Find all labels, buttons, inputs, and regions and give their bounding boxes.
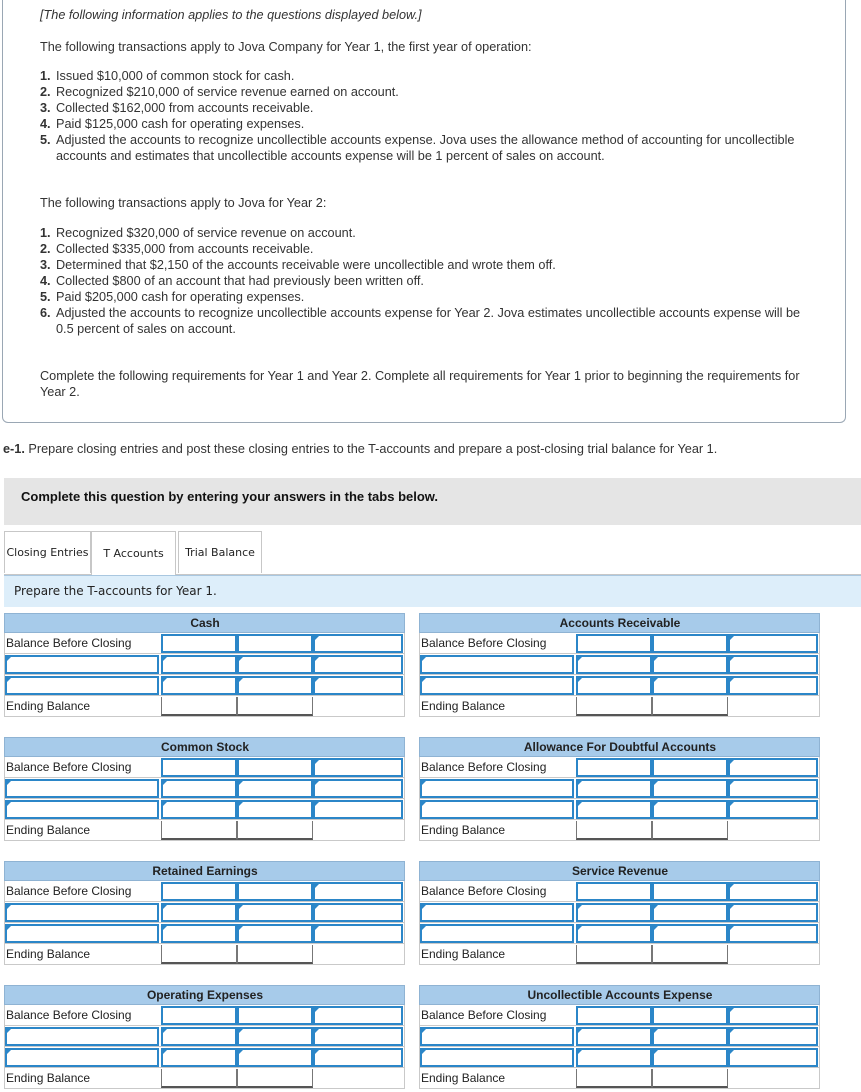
entry-label-input[interactable] bbox=[5, 1048, 159, 1067]
t-account-row bbox=[419, 944, 820, 965]
t-account-row bbox=[4, 633, 405, 654]
entry-label-input[interactable] bbox=[420, 924, 574, 943]
list-item: 6. Adjusted the accounts to recognize uncollectible accounts expense for Year 2. Jova estimates uncollectible accounts expense will be 0.5 percent of sales on account. bbox=[40, 306, 801, 336]
debit-input[interactable] bbox=[161, 634, 237, 653]
t-account-row bbox=[4, 799, 405, 820]
ending-balance-cell[interactable] bbox=[652, 1069, 728, 1088]
t-account bbox=[419, 613, 820, 717]
t-account-row bbox=[4, 1068, 405, 1089]
year1-heading: The following transactions apply to Jova Company for Year 1, the first year of operation: bbox=[40, 40, 532, 54]
t-account-border bbox=[4, 1005, 5, 1089]
balance-before-closing-label: Balance Before Closing bbox=[6, 636, 132, 650]
entry-label-input[interactable] bbox=[5, 655, 159, 674]
side-label-input[interactable] bbox=[728, 903, 818, 922]
t-account-row bbox=[4, 881, 405, 902]
ending-balance-label: Ending Balance bbox=[6, 1071, 91, 1085]
balance-before-closing-label: Balance Before Closing bbox=[6, 1008, 132, 1022]
t-account-title: Common Stock bbox=[160, 740, 249, 754]
t-account-border bbox=[819, 881, 820, 965]
t-account-title: Service Revenue bbox=[571, 864, 669, 878]
credit-input[interactable] bbox=[237, 882, 313, 901]
t-account-row bbox=[419, 881, 820, 902]
credit-input[interactable] bbox=[237, 800, 313, 819]
debit-input[interactable] bbox=[161, 676, 237, 695]
t-account bbox=[4, 985, 405, 1089]
side-label-input[interactable] bbox=[313, 903, 403, 922]
ending-balance-label: Ending Balance bbox=[421, 1071, 506, 1085]
debit-input[interactable] bbox=[161, 1027, 237, 1046]
ending-balance-label: Ending Balance bbox=[421, 823, 506, 837]
t-account-row bbox=[4, 820, 405, 841]
credit-input[interactable] bbox=[652, 1006, 728, 1025]
t-account-row bbox=[419, 696, 820, 717]
entry-label-input[interactable] bbox=[420, 779, 574, 798]
t-account bbox=[419, 737, 820, 841]
entry-label-input[interactable] bbox=[5, 676, 159, 695]
debit-input[interactable] bbox=[161, 882, 237, 901]
ending-balance-label: Ending Balance bbox=[421, 699, 506, 713]
t-account-row bbox=[419, 1005, 820, 1026]
t-account-title: Retained Earnings bbox=[152, 864, 258, 878]
credit-input[interactable] bbox=[652, 903, 728, 922]
t-account-row bbox=[4, 778, 405, 799]
t-account-title: Allowance For Doubtful Accounts bbox=[523, 740, 717, 754]
tab-subtitle-bar bbox=[4, 575, 861, 607]
t-account-border bbox=[4, 633, 5, 717]
t-account-row bbox=[419, 654, 820, 675]
side-label-input[interactable] bbox=[313, 758, 403, 777]
ending-balance-cell[interactable] bbox=[161, 821, 237, 840]
credit-input[interactable] bbox=[652, 758, 728, 777]
side-label-input[interactable] bbox=[313, 800, 403, 819]
ending-balance-cell[interactable] bbox=[652, 697, 728, 716]
credit-input[interactable] bbox=[237, 924, 313, 943]
t-account-border bbox=[404, 633, 405, 717]
t-account-border bbox=[819, 757, 820, 841]
ending-balance-cell[interactable] bbox=[652, 945, 728, 964]
t-account-header bbox=[4, 985, 405, 1005]
credit-input[interactable] bbox=[652, 882, 728, 901]
t-account bbox=[4, 737, 405, 841]
t-account-row bbox=[419, 1068, 820, 1089]
t-account-header bbox=[4, 613, 405, 633]
t-account-row bbox=[4, 1026, 405, 1047]
ending-balance-cell[interactable] bbox=[576, 1069, 652, 1088]
side-label-input[interactable] bbox=[313, 634, 403, 653]
balance-before-closing-label: Balance Before Closing bbox=[6, 884, 132, 898]
t-account-row bbox=[419, 675, 820, 696]
list-item: 4. Paid $125,000 cash for operating expenses. bbox=[40, 117, 305, 131]
credit-input[interactable] bbox=[652, 676, 728, 695]
t-account-row bbox=[419, 1047, 820, 1068]
debit-input[interactable] bbox=[576, 758, 652, 777]
t-account-row bbox=[4, 675, 405, 696]
t-account-border bbox=[404, 757, 405, 841]
t-account-border bbox=[819, 633, 820, 717]
entry-label-input[interactable] bbox=[5, 924, 159, 943]
credit-input[interactable] bbox=[652, 634, 728, 653]
debit-input[interactable] bbox=[161, 758, 237, 777]
side-label-input[interactable] bbox=[313, 676, 403, 695]
t-account-border bbox=[404, 881, 405, 965]
ending-balance-cell[interactable] bbox=[576, 945, 652, 964]
ending-balance-cell[interactable] bbox=[576, 697, 652, 716]
instruction-bar bbox=[4, 478, 861, 525]
side-label-input[interactable] bbox=[728, 655, 818, 674]
debit-input[interactable] bbox=[161, 903, 237, 922]
credit-input[interactable] bbox=[237, 1027, 313, 1046]
closing-note: Complete the following requirements for Year 1 and Year 2. Complete all requirements for Year 1 prior to beginning the requirements for Year 2. bbox=[40, 369, 800, 399]
side-label-input[interactable] bbox=[728, 758, 818, 777]
list-item: 1. Recognized $320,000 of service revenue on account. bbox=[40, 226, 356, 240]
credit-input[interactable] bbox=[237, 903, 313, 922]
side-label-input[interactable] bbox=[313, 655, 403, 674]
list-item: 2. Recognized $210,000 of service revenue earned on account. bbox=[40, 85, 399, 99]
t-account-row bbox=[419, 902, 820, 923]
side-label-input[interactable] bbox=[313, 882, 403, 901]
t-account-header bbox=[4, 737, 405, 757]
side-label-input[interactable] bbox=[728, 924, 818, 943]
credit-input[interactable] bbox=[652, 800, 728, 819]
balance-before-closing-label: Balance Before Closing bbox=[421, 760, 547, 774]
list-item: 2. Collected $335,000 from accounts receivable. bbox=[40, 242, 314, 256]
t-account-title: Uncollectible Accounts Expense bbox=[527, 988, 713, 1002]
side-label-input[interactable] bbox=[313, 924, 403, 943]
entry-label-input[interactable] bbox=[5, 1027, 159, 1046]
entry-label-input[interactable] bbox=[420, 655, 574, 674]
ending-balance-label: Ending Balance bbox=[421, 947, 506, 961]
t-account-border bbox=[419, 633, 420, 717]
debit-input[interactable] bbox=[161, 779, 237, 798]
debit-input[interactable] bbox=[161, 800, 237, 819]
debit-input[interactable] bbox=[576, 800, 652, 819]
t-account-border bbox=[404, 1005, 405, 1089]
t-account-row bbox=[4, 654, 405, 675]
credit-input[interactable] bbox=[237, 634, 313, 653]
ending-balance-cell[interactable] bbox=[161, 945, 237, 964]
t-account-row bbox=[4, 902, 405, 923]
debit-input[interactable] bbox=[576, 634, 652, 653]
side-label-input[interactable] bbox=[313, 1027, 403, 1046]
t-account-row bbox=[4, 1047, 405, 1068]
side-label-input[interactable] bbox=[313, 779, 403, 798]
debit-input[interactable] bbox=[161, 1048, 237, 1067]
t-account bbox=[4, 861, 405, 965]
debit-input[interactable] bbox=[161, 655, 237, 674]
instruction-text: Complete this question by entering your answers in the tabs below. bbox=[21, 489, 439, 504]
t-account-header bbox=[419, 737, 820, 757]
ending-balance-cell[interactable] bbox=[161, 1069, 237, 1088]
list-item: 5. Adjusted the accounts to recognize uncollectible accounts expense. Jova uses the allowance method of accounting for uncollectible accounts and estimates that uncollectible accounts expense will be 1 percent of sales on account. bbox=[40, 133, 795, 163]
info-panel bbox=[2, 0, 846, 423]
debit-input[interactable] bbox=[576, 1048, 652, 1067]
t-account bbox=[419, 861, 820, 965]
debit-input[interactable] bbox=[576, 779, 652, 798]
entry-label-input[interactable] bbox=[420, 1048, 574, 1067]
t-account-header bbox=[419, 613, 820, 633]
t-account bbox=[419, 985, 820, 1089]
entry-label-input[interactable] bbox=[420, 676, 574, 695]
t-account-border bbox=[419, 757, 420, 841]
tab-t-accounts[interactable]: T Accounts bbox=[91, 531, 176, 575]
list-item: 1. Issued $10,000 of common stock for cash. bbox=[40, 69, 295, 83]
debit-input[interactable] bbox=[576, 903, 652, 922]
entry-label-input[interactable] bbox=[5, 779, 159, 798]
credit-input[interactable] bbox=[237, 779, 313, 798]
t-account-header bbox=[419, 985, 820, 1005]
balance-before-closing-label: Balance Before Closing bbox=[421, 636, 547, 650]
t-account-row bbox=[419, 778, 820, 799]
list-item: 5. Paid $205,000 cash for operating expenses. bbox=[40, 290, 305, 304]
list-item: 3. Determined that $2,150 of the accounts receivable were uncollectible and wrote them off. bbox=[40, 258, 556, 272]
year2-heading: The following transactions apply to Jova for Year 2: bbox=[40, 196, 327, 210]
list-item: 3. Collected $162,000 from accounts receivable. bbox=[40, 101, 314, 115]
t-account-row bbox=[419, 757, 820, 778]
t-account-title: Cash bbox=[190, 616, 220, 630]
t-account-row bbox=[4, 696, 405, 717]
t-account-border bbox=[419, 881, 420, 965]
balance-before-closing-label: Balance Before Closing bbox=[421, 884, 547, 898]
t-account-border bbox=[4, 881, 5, 965]
side-label-input[interactable] bbox=[728, 882, 818, 901]
debit-input[interactable] bbox=[161, 1006, 237, 1025]
year1-transactions bbox=[40, 68, 810, 164]
side-label-input[interactable] bbox=[728, 779, 818, 798]
t-account-border bbox=[4, 757, 5, 841]
balance-before-closing-label: Balance Before Closing bbox=[421, 1008, 547, 1022]
side-label-input[interactable] bbox=[313, 1048, 403, 1067]
debit-input[interactable] bbox=[576, 676, 652, 695]
t-account-title: Operating Expenses bbox=[146, 988, 264, 1002]
ending-balance-cell[interactable] bbox=[576, 821, 652, 840]
tab-subtitle: Prepare the T-accounts for Year 1. bbox=[14, 584, 217, 598]
balance-before-closing-label: Balance Before Closing bbox=[6, 760, 132, 774]
ending-balance-label: Ending Balance bbox=[6, 699, 91, 713]
applies-note: [The following information applies to the questions displayed below.] bbox=[40, 8, 422, 22]
ending-balance-cell[interactable] bbox=[161, 697, 237, 716]
t-account-row bbox=[4, 944, 405, 965]
entry-label-input[interactable] bbox=[5, 903, 159, 922]
credit-input[interactable] bbox=[237, 758, 313, 777]
debit-input[interactable] bbox=[576, 924, 652, 943]
credit-input[interactable] bbox=[237, 1048, 313, 1067]
t-account-header bbox=[4, 861, 405, 881]
ending-balance-label: Ending Balance bbox=[6, 823, 91, 837]
t-account-header bbox=[419, 861, 820, 881]
t-account-row bbox=[419, 820, 820, 841]
tab-trial-balance[interactable]: Trial Balance bbox=[178, 531, 262, 573]
side-label-input[interactable] bbox=[728, 1006, 818, 1025]
credit-input[interactable] bbox=[652, 924, 728, 943]
entry-label-input[interactable] bbox=[420, 903, 574, 922]
t-account-row bbox=[419, 799, 820, 820]
side-label-input[interactable] bbox=[728, 1048, 818, 1067]
credit-input[interactable] bbox=[652, 779, 728, 798]
side-label-input[interactable] bbox=[728, 1027, 818, 1046]
credit-input[interactable] bbox=[652, 1048, 728, 1067]
ending-balance-cell[interactable] bbox=[237, 1069, 313, 1088]
t-account-title: Accounts Receivable bbox=[559, 616, 681, 630]
debit-input[interactable] bbox=[576, 882, 652, 901]
t-account-row bbox=[4, 923, 405, 944]
ending-balance-cell[interactable] bbox=[237, 697, 313, 716]
credit-input[interactable] bbox=[652, 655, 728, 674]
debit-input[interactable] bbox=[161, 924, 237, 943]
side-label-input[interactable] bbox=[728, 634, 818, 653]
t-account-row bbox=[419, 1026, 820, 1047]
t-account-row bbox=[4, 757, 405, 778]
t-account-row bbox=[419, 923, 820, 944]
credit-input[interactable] bbox=[237, 676, 313, 695]
entry-label-input[interactable] bbox=[5, 800, 159, 819]
debit-input[interactable] bbox=[576, 1006, 652, 1025]
side-label-input[interactable] bbox=[728, 800, 818, 819]
ending-balance-cell[interactable] bbox=[652, 821, 728, 840]
side-label-input[interactable] bbox=[728, 676, 818, 695]
list-item: 4. Collected $800 of an account that had previously been written off. bbox=[40, 274, 424, 288]
t-account-border bbox=[419, 1005, 420, 1089]
credit-input[interactable] bbox=[237, 655, 313, 674]
t-account-border bbox=[819, 1005, 820, 1089]
t-account-row bbox=[4, 1005, 405, 1026]
side-label-input[interactable] bbox=[313, 1006, 403, 1025]
ending-balance-cell[interactable] bbox=[237, 945, 313, 964]
ending-balance-label: Ending Balance bbox=[6, 947, 91, 961]
t-account-row bbox=[419, 633, 820, 654]
tab-closing-entries[interactable]: Closing Entries bbox=[4, 531, 91, 573]
year2-transactions bbox=[40, 225, 810, 337]
entry-label-input[interactable] bbox=[420, 800, 574, 819]
credit-input[interactable] bbox=[237, 1006, 313, 1025]
debit-input[interactable] bbox=[576, 655, 652, 674]
entry-label-input[interactable] bbox=[420, 1027, 574, 1046]
requirement-text: e-1. Prepare closing entries and post these closing entries to the T-accounts and prepare a post-closing trial balance for Year 1. bbox=[3, 442, 718, 456]
credit-input[interactable] bbox=[652, 1027, 728, 1046]
ending-balance-cell[interactable] bbox=[237, 821, 313, 840]
debit-input[interactable] bbox=[576, 1027, 652, 1046]
t-account bbox=[4, 613, 405, 717]
